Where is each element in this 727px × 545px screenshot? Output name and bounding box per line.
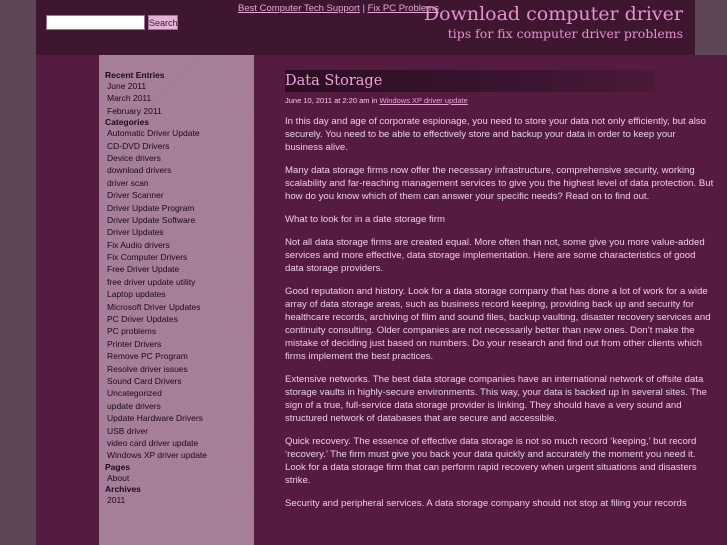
site-title[interactable]: Download computer driver: [423, 3, 683, 25]
fix-pc-problems-link[interactable]: Fix PC Problems: [367, 3, 439, 14]
category-link[interactable]: Microsoft Driver Updates: [107, 301, 201, 312]
category-link[interactable]: Driver Update Program: [107, 202, 195, 213]
post-date: June 10, 2011 at 2:20 am in: [285, 96, 378, 105]
category-link[interactable]: Free Driver Update: [107, 264, 180, 275]
category-link[interactable]: Fix Audio drivers: [107, 239, 170, 250]
sidebar: [99, 55, 254, 545]
category-link[interactable]: Uncategorized: [107, 388, 162, 399]
post-paragraph: Security and peripheral services. A data storage company should not stop at filing your records: [285, 498, 687, 509]
archives-heading: Archives: [105, 484, 141, 495]
category-link[interactable]: Device drivers: [107, 152, 161, 163]
category-link[interactable]: Update Hardware Drivers: [107, 413, 203, 424]
recent-entry-link[interactable]: February 2011: [107, 105, 162, 116]
recent-entry-link[interactable]: March 2011: [107, 93, 152, 104]
recent-entry-link[interactable]: June 2011: [107, 81, 147, 91]
category-link[interactable]: Fix Computer Drivers: [107, 252, 188, 263]
category-link[interactable]: driver scan: [107, 177, 149, 188]
search-button[interactable]: Search: [148, 15, 178, 30]
archive-link[interactable]: 2011: [107, 495, 126, 506]
best-tech-support-link[interactable]: Best Computer Tech Support: [238, 3, 360, 14]
category-link[interactable]: free driver update utility: [107, 276, 196, 287]
categories-heading: Categories: [105, 117, 149, 128]
category-link[interactable]: Remove PC Program: [107, 351, 188, 362]
post-paragraph: Extensive networks. The best data storage companies have an international network of offsite data storage vaults in highly-secure environments. This way, your data is backed up in several sites. The sign of a true, full-service data storage provider is linking. They should have a very sound and structured network of databases that are secure and accessible.: [285, 374, 707, 424]
post-paragraph: In this day and age of corporate espionage, you need to store your data not only efficiently, but also securely. You need to be able to effectively store and backup your data in order to keep your business alive.: [285, 116, 706, 153]
post-paragraph: Not all data storage firms are created equal. More often than not, some give you more value-added services and more effective, data storage implementation. Here are some characteristics of good data storage providers.: [285, 237, 705, 274]
search-input[interactable]: [46, 15, 145, 30]
post-paragraph: Good reputation and history. Look for a data storage company that has done a lot of work for a wide array of data storage areas, such as business record keeping, providing back up and security for healthcare records, archiving of film and sound files, backup vaulting, disaster recovery services and continuity consulting. Older companies are not necessarily better than new ones. Don’t make the mistake of deciding just based on numbers. Do your research and find out from other clients which firms implement the best practices.: [285, 286, 711, 362]
category-link[interactable]: Driver Updates: [107, 227, 164, 238]
category-link[interactable]: Printer Drivers: [107, 338, 162, 349]
category-link[interactable]: Driver Update Software: [107, 214, 196, 225]
category-link[interactable]: Resolve driver issues: [107, 363, 188, 374]
page-link[interactable]: About: [107, 472, 130, 483]
category-link[interactable]: PC Driver Updates: [107, 314, 178, 325]
category-link[interactable]: download drivers: [107, 165, 172, 176]
category-link[interactable]: USB driver: [107, 425, 149, 436]
post: [285, 70, 715, 520]
category-link[interactable]: Driver Scanner: [107, 190, 164, 201]
category-link[interactable]: CD-DVD Drivers: [107, 140, 170, 151]
recent-entries-heading: Recent Entries: [105, 70, 165, 80]
post-category-link[interactable]: Windows XP driver update: [379, 96, 468, 105]
site-branding: [424, 3, 683, 41]
category-link[interactable]: Windows XP driver update: [107, 450, 208, 461]
category-link[interactable]: Laptop updates: [107, 289, 166, 300]
category-link[interactable]: update drivers: [107, 400, 161, 411]
post-paragraph: Many data storage firms now offer the necessary infrastructure, comprehensive security, working scalability and far-reaching management services to give you the highest level of data protection. But how do you know which of them can answer your specific needs? Read on to find out.: [285, 165, 714, 202]
pages-heading: Pages: [105, 461, 131, 472]
category-link[interactable]: PC problems: [107, 326, 157, 337]
separator: |: [362, 3, 365, 14]
post-paragraph: What to look for in a date storage firm: [285, 214, 445, 225]
post-title[interactable]: Data Storage: [285, 70, 655, 92]
category-link[interactable]: video card driver update: [107, 437, 199, 448]
post-meta: [285, 94, 715, 107]
site-tagline: tips for fix computer driver problems: [447, 26, 683, 41]
category-link[interactable]: Automatic Driver Update: [107, 128, 200, 139]
post-paragraph: Quick recovery. The essence of effective data storage is not so much record ‘keeping,’ but record ‘recovery.’ The firm must give you back your data quickly and accurately the moment you need it. Look for a data storage firm that can perform rapid recovery when urgent situations and disasters strike.: [285, 436, 697, 486]
top-links: [238, 3, 439, 14]
category-link[interactable]: Sound Card Drivers: [107, 375, 182, 386]
